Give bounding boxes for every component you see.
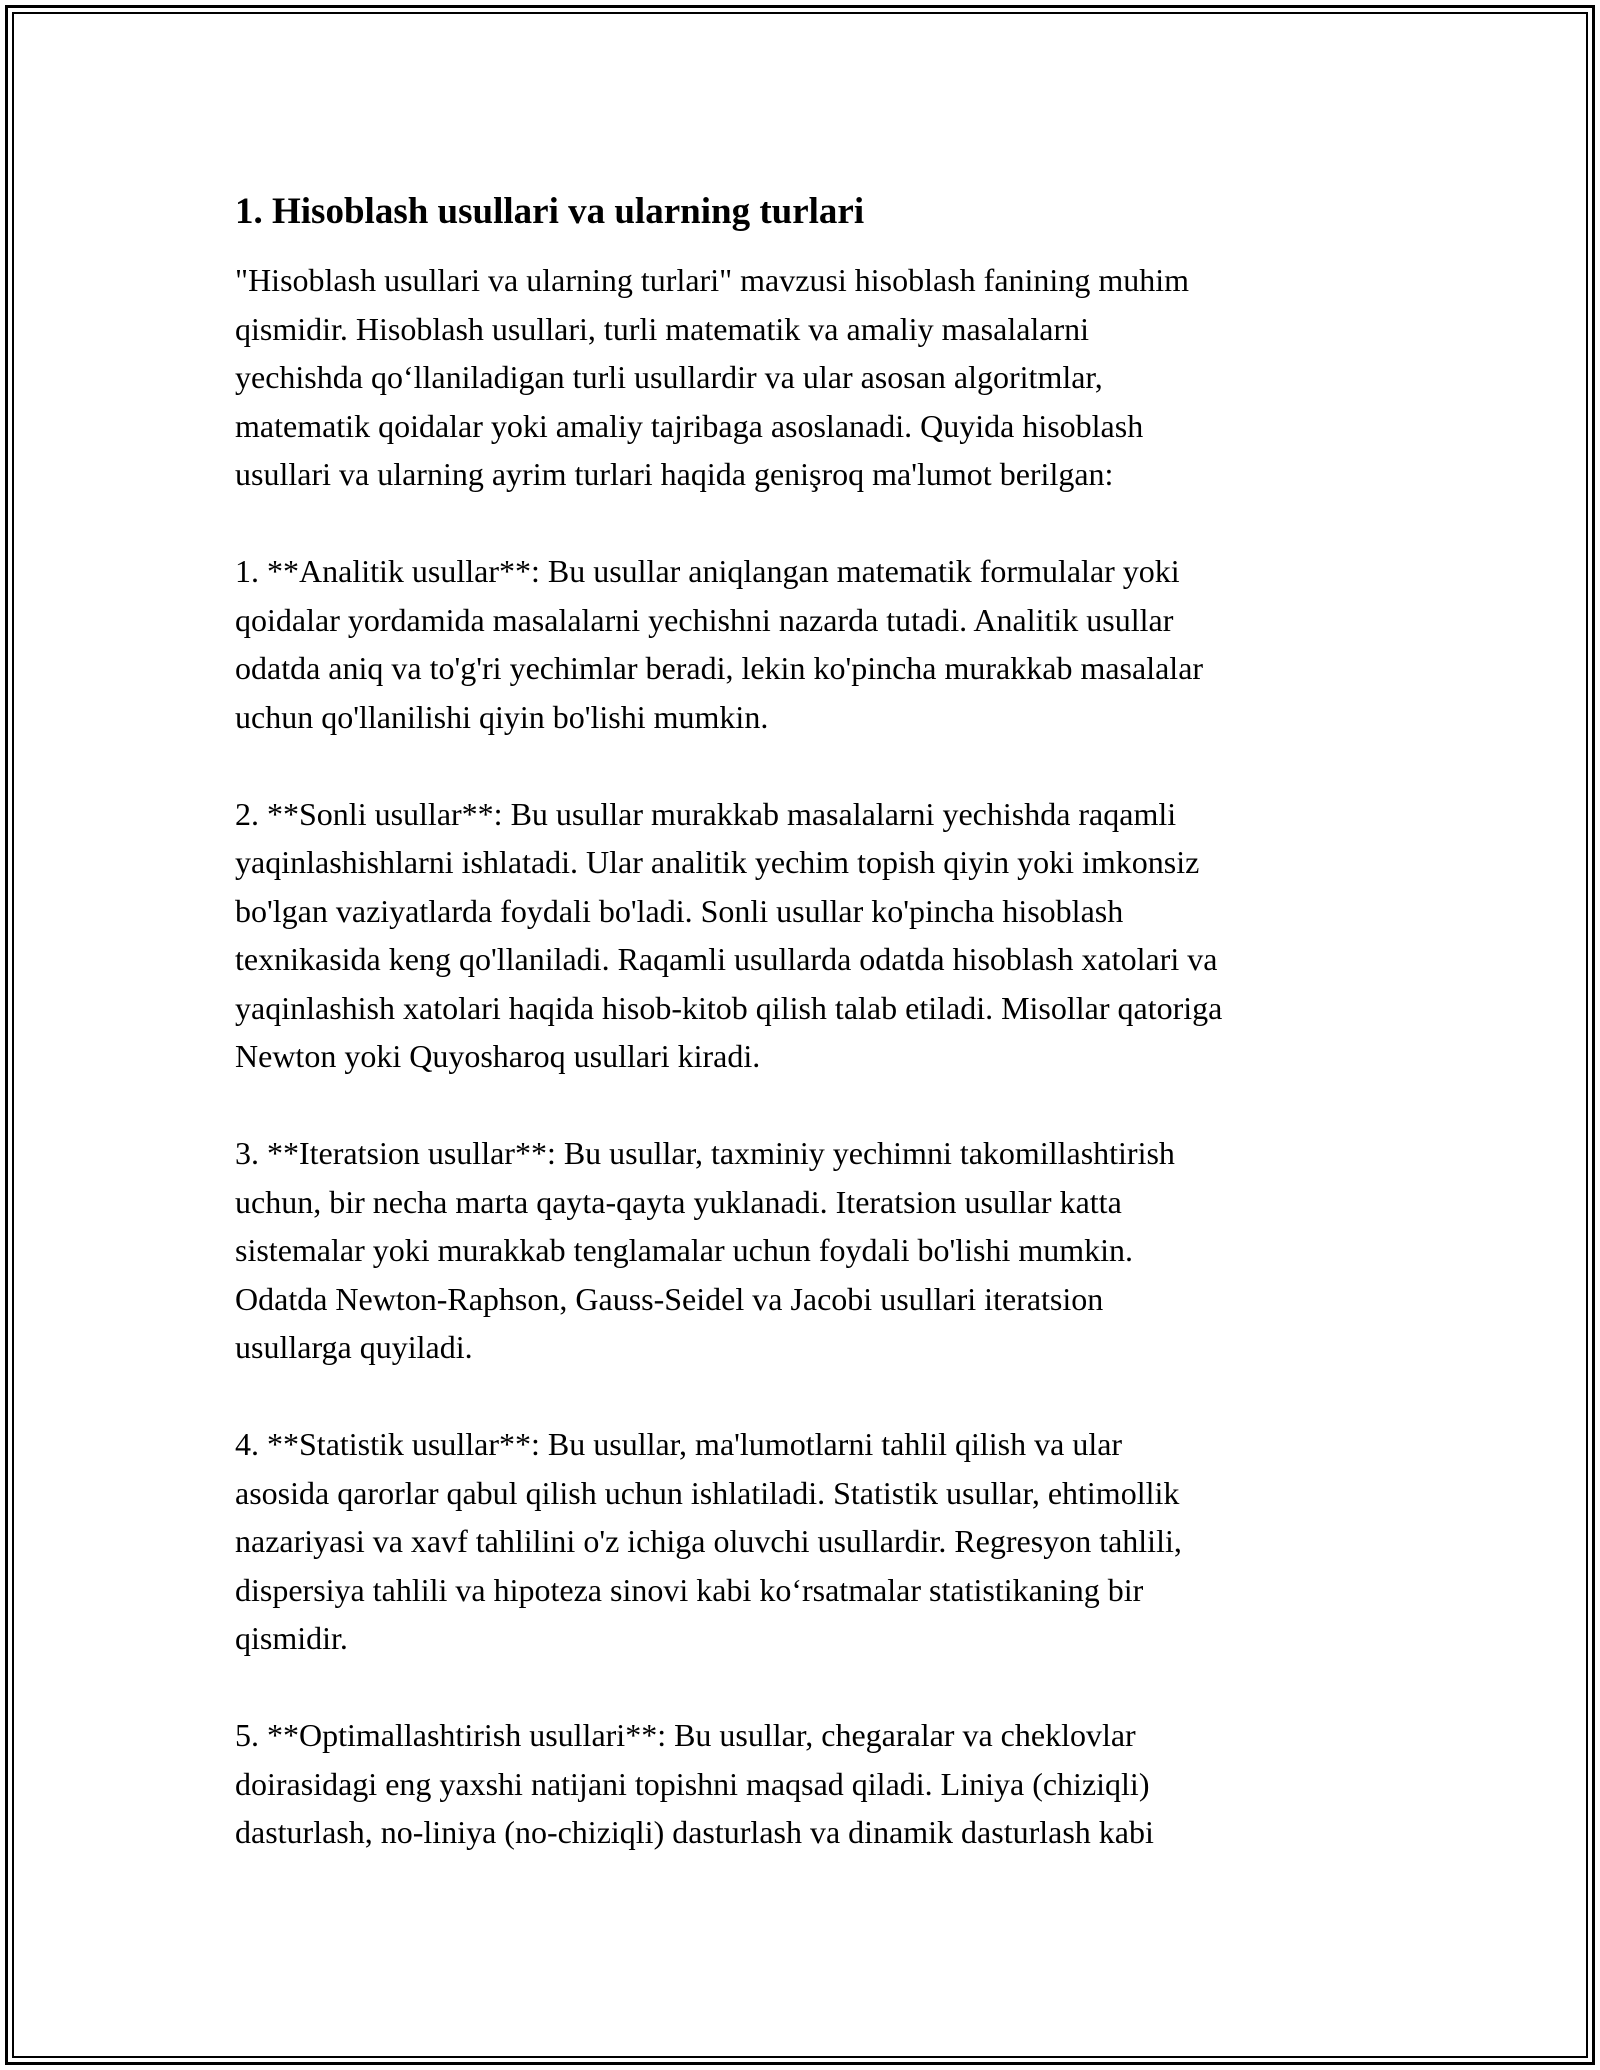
text-line: 1. **Analitik usullar**: Bu usullar aniqlangan matematik formulalar yoki bbox=[235, 553, 1180, 589]
text-line: bo'lgan vaziyatlarda foydali bo'ladi. Sonli usullar ko'pincha hisoblash bbox=[235, 892, 1124, 929]
text-line: Odatda Newton-Raphson, Gauss-Seidel va Jacobi usullari iteratsion bbox=[235, 1280, 1104, 1317]
text-line: 2. **Sonli usullar**: Bu usullar murakkab masalalarni yechishda raqamli bbox=[235, 795, 1177, 832]
text-line: matematik qoidalar yoki amaliy tajribaga asoslanadi. Quyida hisoblash bbox=[235, 407, 1144, 444]
text-line: qoidalar yordamida masalalarni yechishni nazarda tutadi. Analitik usullar bbox=[235, 601, 1174, 638]
text-line: qismidir. bbox=[235, 1620, 348, 1656]
text-line: 4. **Statistik usullar**: Bu usullar, ma'lumotlarni tahlil qilish va ular bbox=[235, 1426, 1123, 1462]
text-line: dasturlash, no-liniya (no-chiziqli) dasturlash va dinamik dasturlash kabi bbox=[235, 1814, 1154, 1850]
text-line: yechishda qo‘llaniladigan turli usullardir va ular asosan algoritmlar, bbox=[235, 359, 1103, 395]
text-line: yaqinlashish xatolari haqida hisob-kitob qilish talab etiladi. Misollar qatoriga bbox=[235, 989, 1223, 1026]
iteratsion-usullar-paragraph bbox=[235, 1129, 1385, 1372]
text-line: usullari va ularning ayrim turlari haqida genişroq ma'lumot berilgan: bbox=[235, 456, 1114, 492]
text-line: odatda aniq va to'g'ri yechimlar beradi, lekin ko'pincha murakkab masalalar bbox=[235, 650, 1204, 686]
text-line: texnikasida keng qo'llaniladi. Raqamli usullarda odatda hisoblash xatolari va bbox=[235, 941, 1218, 977]
analitik-usullar-paragraph bbox=[235, 547, 1385, 741]
text-line: Newton yoki Quyosharoq usullari kiradi. bbox=[235, 1038, 761, 1074]
text-line: doirasidagi eng yaxshi natijani topishni maqsad qiladi. Liniya (chiziqli) bbox=[235, 1765, 1150, 1802]
statistik-usullar-paragraph bbox=[235, 1420, 1385, 1663]
document-title: 1. Hisoblash usullari va ularning turlari bbox=[235, 191, 865, 232]
text-line: sistemalar yoki murakkab tenglamalar uchun foydali bo'lishi mumkin. bbox=[235, 1232, 1134, 1268]
text-line: qismidir. Hisoblash usullari, turli matematik va amaliy masalalarni bbox=[235, 310, 1090, 347]
text-line: 5. **Optimallashtirish usullari**: Bu usullar, chegaralar va cheklovlar bbox=[235, 1717, 1136, 1753]
text-line: usullarga quyiladi. bbox=[235, 1329, 473, 1365]
text-line: yaqinlashishlarni ishlatadi. Ular analitik yechim topish qiyin yoki imkonsiz bbox=[235, 844, 1200, 880]
document-page bbox=[235, 186, 1385, 1905]
text-line: uchun, bir necha marta qayta-qayta yuklanadi. Iteratsion usullar katta bbox=[235, 1183, 1122, 1220]
optimallashtirish-usullari-paragraph bbox=[235, 1711, 1385, 1857]
text-line: asosida qarorlar qabul qilish uchun ishlatiladi. Statistik usullar, ehtimollik bbox=[235, 1474, 1180, 1511]
text-line: uchun qo'llanilishi qiyin bo'lishi mumkin. bbox=[235, 698, 769, 735]
intro-paragraph bbox=[235, 256, 1385, 499]
text-line: "Hisoblash usullari va ularning turlari" mavzusi hisoblash fanining muhim bbox=[235, 262, 1189, 298]
sonli-usullar-paragraph bbox=[235, 790, 1385, 1081]
text-line: dispersiya tahlili va hipoteza sinovi kabi ko‘rsatmalar statistikaning bir bbox=[235, 1571, 1144, 1608]
text-line: nazariyasi va xavf tahlilini o'z ichiga oluvchi usullardir. Regresyon tahlili, bbox=[235, 1523, 1182, 1559]
text-line: 3. **Iteratsion usullar**: Bu usullar, taxminiy yechimni takomillashtirish bbox=[235, 1135, 1175, 1171]
